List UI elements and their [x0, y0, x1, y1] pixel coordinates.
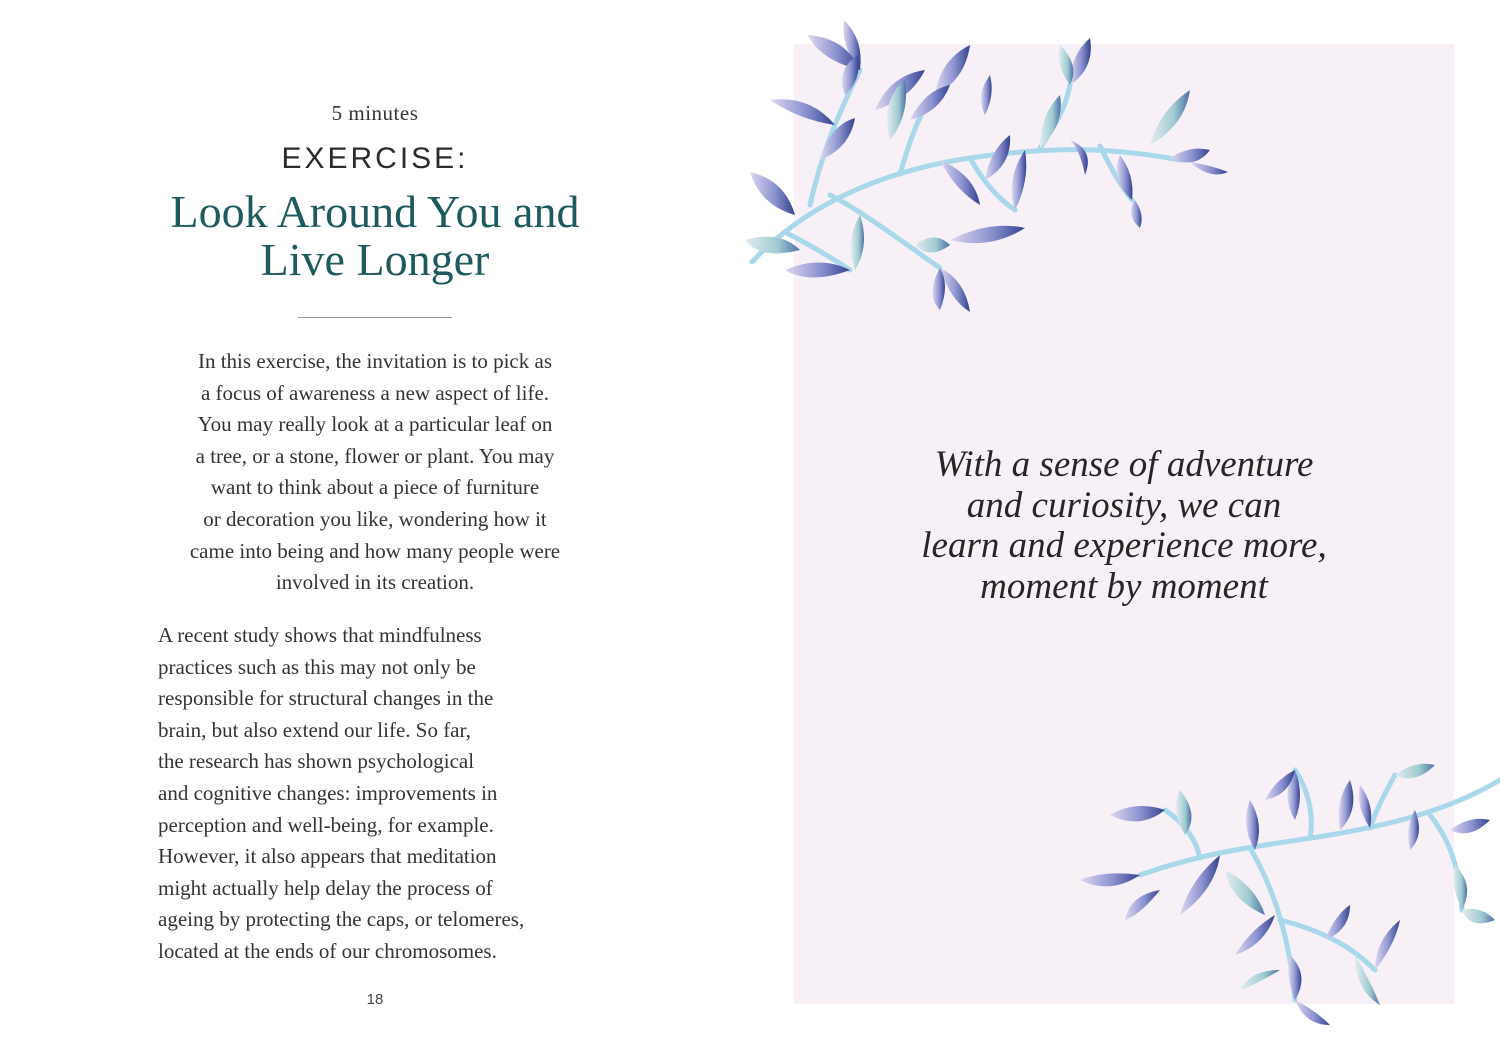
leaf-branch-bottom-icon [1050, 740, 1500, 1030]
title-divider [298, 317, 452, 318]
intro-paragraph [150, 346, 600, 599]
body-paragraph [158, 620, 553, 968]
exercise-duration: 5 minutes [331, 101, 419, 125]
intro-line: a focus of awareness a new aspect of life. [200, 380, 550, 405]
body-line: responsible for structural changes in the [158, 686, 494, 711]
body-line: However, it also appears that meditation [158, 844, 497, 869]
intro-line: came into being and how many people were [189, 538, 561, 563]
intro-line: a tree, or a stone, flower or plant. You may [195, 443, 555, 468]
intro-line: want to think about a piece of furniture [210, 475, 540, 500]
quote-line: moment by moment [980, 565, 1268, 607]
quote-line: and curiosity, we can [966, 484, 1282, 526]
body-line: the research has shown psychological [158, 749, 475, 774]
leaves [745, 20, 1228, 312]
body-line: might actually help delay the process of [158, 875, 493, 900]
leaves [1080, 764, 1495, 1025]
body-line: ageing by protecting the caps, or telomeres, [158, 907, 525, 932]
body-line: A recent study shows that mindfulness [158, 623, 482, 647]
intro-line: involved in its creation. [275, 570, 475, 595]
title-line: Live Longer [260, 234, 490, 285]
title-line: Look Around You and [170, 186, 580, 237]
body-line: brain, but also extend our life. So far, [158, 717, 471, 742]
intro-line: You may really look at a particular leaf on [197, 412, 553, 437]
leaf-branch-top-icon [740, 0, 1240, 320]
intro-line: or decoration you like, wondering how it [203, 506, 547, 531]
pull-quote [794, 445, 1454, 607]
quote-line: learn and experience more, [921, 525, 1327, 566]
intro-line: In this exercise, the invitation is to pick as [197, 349, 552, 373]
body-line: located at the ends of our chromosomes. [158, 938, 497, 963]
body-line: practices such as this may not only be [158, 654, 476, 679]
page-title [0, 188, 750, 284]
page-number: 18 [366, 991, 384, 1008]
body-line: perception and well-being, for example. [158, 812, 494, 837]
quote-line: With a sense of adventure [934, 444, 1314, 485]
body-line: and cognitive changes: improvements in [158, 780, 498, 805]
exercise-kicker: EXERCISE: [281, 142, 469, 175]
